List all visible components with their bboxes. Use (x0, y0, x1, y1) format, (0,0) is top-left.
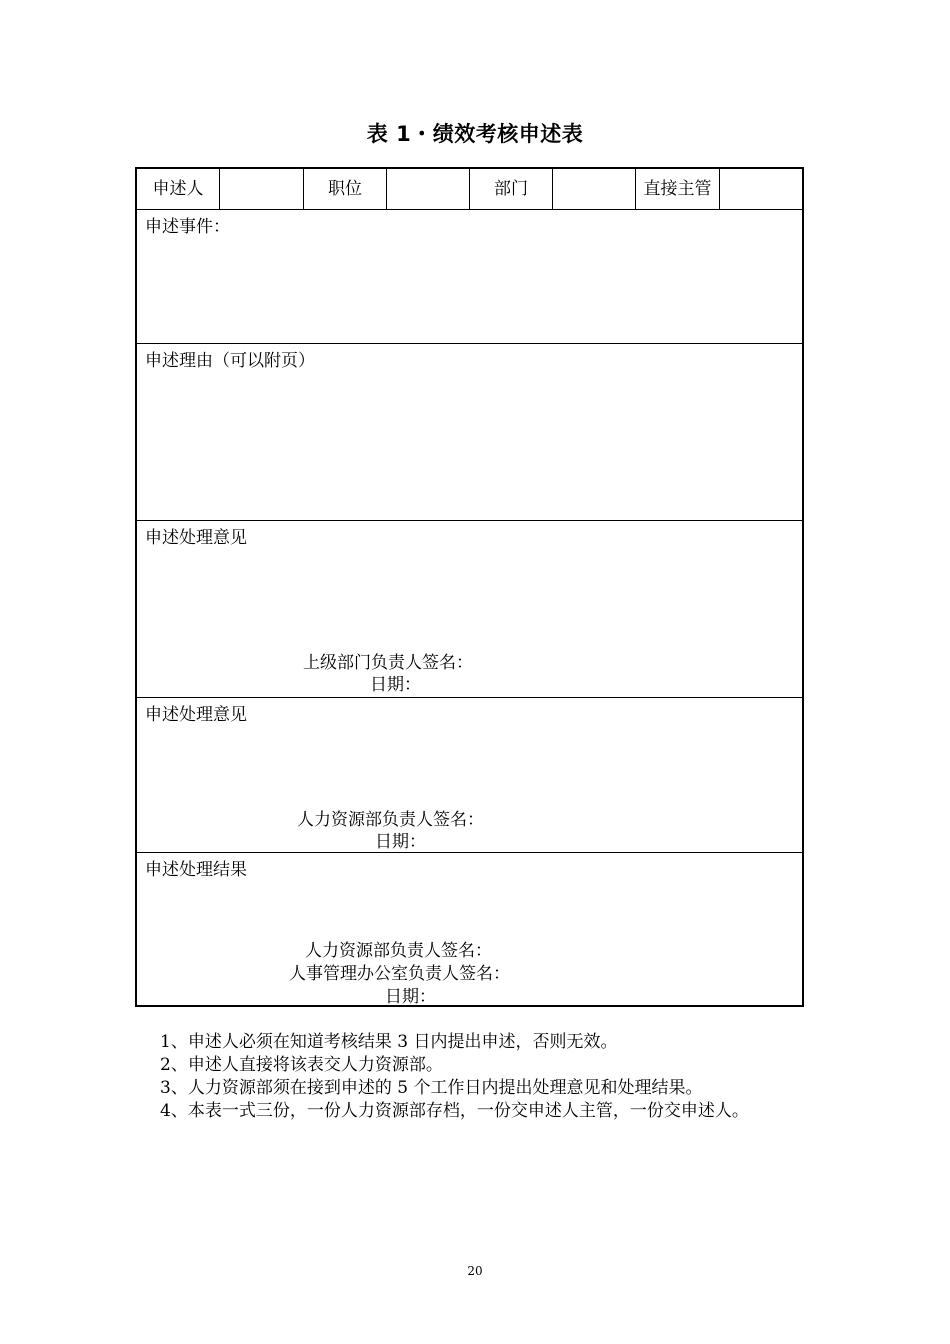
note-item: 3、人力资源部须在接到申述的 5 个工作日内提出处理意见和处理结果。 (160, 1078, 703, 1098)
appeal-form (135, 167, 804, 1007)
dept-date-label: 日期： (370, 675, 421, 695)
hr-signature-label: 人力资源部负责人签名： (297, 810, 484, 830)
applicant-field[interactable] (220, 169, 303, 209)
page-number: 20 (467, 1264, 483, 1278)
event-label: 申述事件： (145, 217, 230, 237)
result-admin-signature-label: 人事管理办公室负责人签名： (289, 964, 510, 984)
note-item: 4、本表一式三份，一份人力资源部存档，一份交申述人主管，一份交申述人。 (160, 1101, 749, 1121)
result-section[interactable] (137, 853, 802, 1005)
position-field[interactable] (387, 169, 469, 209)
form-title: 表 1・绩效考核申述表 (366, 122, 584, 146)
hr-opinion-section[interactable] (137, 698, 802, 853)
header-row (137, 169, 802, 210)
result-label: 申述处理结果 (145, 860, 247, 880)
dept-signature-label: 上级部门负责人签名： (303, 653, 473, 673)
event-section[interactable] (137, 210, 802, 344)
reason-section[interactable] (137, 344, 802, 521)
supervisor-label: 直接主管 (643, 179, 712, 199)
result-hr-signature-label: 人力资源部负责人签名： (305, 941, 492, 961)
position-label: 职位 (328, 179, 362, 199)
applicant-label: 申述人 (152, 179, 204, 199)
reason-label: 申述理由（可以附页） (145, 351, 315, 371)
department-label: 部门 (494, 179, 528, 199)
note-item: 2、申述人直接将该表交人力资源部。 (160, 1055, 443, 1075)
result-date-label: 日期： (385, 987, 436, 1007)
supervisor-field[interactable] (720, 169, 802, 209)
hr-opinion-label: 申述处理意见 (145, 705, 247, 725)
note-item: 1、申述人必须在知道考核结果 3 日内提出申述，否则无效。 (160, 1032, 618, 1052)
dept-opinion-section[interactable] (137, 521, 802, 698)
notes-list (160, 1031, 749, 1123)
dept-opinion-label: 申述处理意见 (145, 528, 247, 548)
hr-date-label: 日期： (375, 832, 426, 852)
department-field[interactable] (553, 169, 635, 209)
